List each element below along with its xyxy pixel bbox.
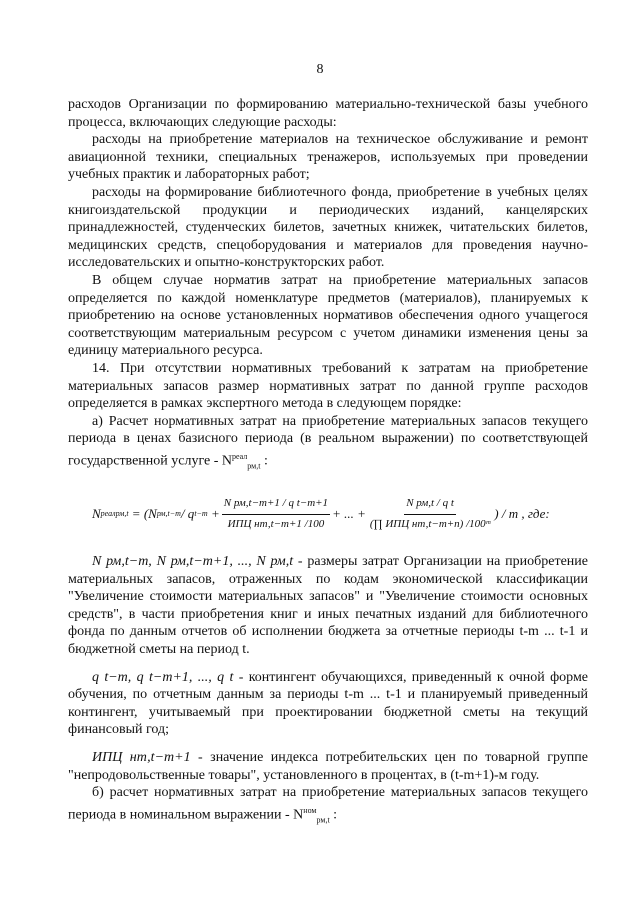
paragraph-6: а) Расчет нормативных затрат на приобретение материальных запасов текущего периода в ценах базисного периода (в реальном выражении) по соответствующей государственной услуге - $N^{реал}_{рм,t}$ : xyxy=(68,413,588,471)
formula-lhs-sup: реал xyxy=(100,509,116,519)
paragraph-2: расходы на приобретение материалов на техническое обслуживание и ремонт авиационной техники, специальных тренажеров, используемых при проведении учебных практик и лабораторных работ; xyxy=(68,132,588,183)
formula-fraction-1-denominator: ИПЦ нт,t−m+1 /100 xyxy=(227,517,325,530)
formula-term1-div: / q xyxy=(180,506,195,522)
definition-1 xyxy=(68,553,588,659)
formula-fraction-1-numerator: N рм,t−m+1 / q t−m+1 xyxy=(222,495,330,515)
formula-dots: + ... + xyxy=(332,506,366,522)
formula-term1-div-sub: t−m xyxy=(194,509,208,519)
last-paragraph: б) расчет нормативных затрат на приобретение материальных запасов текущего периода в номинальном выражении - $N^{ном}_{рм,t}$ : xyxy=(68,785,588,825)
definition-2-text: - контингент обучающихся, приведенный к очной форме обучения, по отчетным данным за периоды t-m ... t-1 и планируемый приведенный контингент, учитываемый при проектировании бюджетной сметы на текущий финансовый год; xyxy=(68,669,589,738)
definition-2 xyxy=(68,669,588,739)
last-paragraph-text: б) расчет нормативных затрат на приобретение материальных запасов текущего периода в номинальном выражении - N xyxy=(68,785,588,823)
formula-fraction-2 xyxy=(368,495,492,533)
paragraph-3: расходы на формирование библиотечного фонда, приобретение в учебных целях книгоиздательской продукции и периодических изданий, канцелярских принадлежностей, студенческих билетов, зачетных книжек, читательских билетов, медицинских средств, спецоборудования и материалов для проведения научно-исследовательских и опытно-конструкторских работ. xyxy=(68,184,588,271)
formula-term1: = (N xyxy=(131,506,157,522)
definition-3-text: - значение индекса потребительских цен по товарной группе "непродовольственные товары", установленного в процентах, в (t-m+1)-м году. xyxy=(68,750,588,783)
definition-1-symbol: N рм,t−m, N рм,t−m+1, ..., N рм,t xyxy=(92,554,294,570)
formula-fraction-2-denominator: (∏ ИПЦ нт,t−m+n) /100ᵐ xyxy=(369,517,491,530)
definition-2-symbol: q t−m, q t−m+1, ..., q t xyxy=(92,669,234,685)
formula-fraction-2-numerator: N рм,t / q t xyxy=(404,495,456,515)
document-body xyxy=(68,96,588,829)
paragraph-5: 14. При отсутствии нормативных требований к затратам на приобретение материальных запасов размер нормативных затрат по данной группе расходов определяется в рамках экспертного метода в следующем порядке: xyxy=(68,360,588,412)
formula-fraction-1 xyxy=(222,495,330,533)
formula-tail: ) / m , где: xyxy=(494,506,550,522)
definition-3 xyxy=(68,749,588,784)
definition-3-symbol: ИПЦ нт,t−m+1 xyxy=(92,750,191,766)
definition-1-text: - размеры затрат Организации на приобретение материальных запасов, отраженных по кодам экономической классификации "Увеличение стоимости материальных запасов" и "Увеличение стоимости основных средств", в части приобретения книг и иных печатных изданий для библиотечного фонда по данным отчетов об исполнении бюджета за отчетные периоды t-m ... t-1 и бюджетной сметы на период t. xyxy=(68,554,588,658)
formula-term1-sub: рм,t−m xyxy=(156,509,181,519)
formula: N реал рм,t = (N рм,t−m / q t−m + $\frac{\text{N рм,t−m+1 / q t−m+1}}{\text{ИПЦ нт,t−m+1 /100}}$ + ... + $\frac{\text{N рм,t / q t}}{\text{(∏ ИПЦ нт,t−m+n) /100ᵐ}}$ ) / m , где: xyxy=(92,495,588,533)
paragraph-6-text: а) Расчет нормативных затрат на приобретение материальных запасов текущего периода в ценах базисного периода (в реальном выражении) по соответствующей государственной услуге - N xyxy=(68,413,588,469)
paragraph-4: В общем случае норматив затрат на приобретение материальных запасов определяется по каждой номенклатуре предметов (материалов), планируемых к приобретению на основе установленных нормативов обеспечения одного учащегося соответствующим материальным ресурсом с учетом динамики изменения цены за единицу материального ресурса. xyxy=(68,272,588,359)
formula-lhs: N xyxy=(92,506,101,522)
formula-lhs-sub: рм,t xyxy=(115,509,129,519)
paragraph-1: расходов Организации по формированию материально-технической базы учебного процесса, включающих следующие расходы: xyxy=(68,97,588,130)
page-number: 8 xyxy=(316,62,324,77)
